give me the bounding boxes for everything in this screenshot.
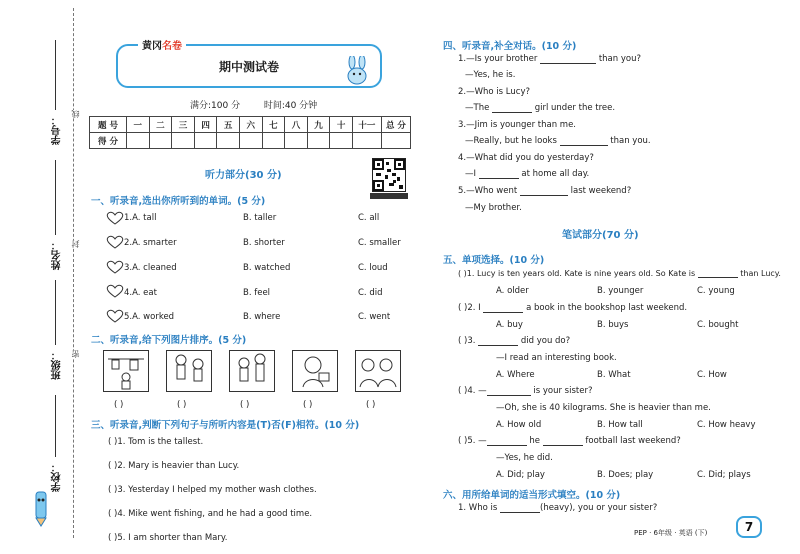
score-cell: 题 号 [90,117,127,133]
s5-q2-option-b: B. buys [597,320,629,330]
picture-laundry [103,350,149,392]
s5-q4: ( )4. — is your sister? [458,386,593,396]
score-cell: 一 [127,117,150,133]
s3-item-1: ( )1. Tom is the tallest. [108,437,204,447]
s5-q1-option-b: B. younger [597,286,644,296]
heart-icon [106,309,124,323]
picture-two-kids [166,350,212,392]
answer-blank[interactable] [492,112,532,113]
score-input-cell[interactable] [217,133,240,149]
s1-q3-option-b: B. watched [243,263,291,273]
s5-q3-option-b: B. What [597,370,631,380]
qr-caption-bar [370,193,408,199]
answer-blank[interactable] [560,145,608,146]
heart-icon [106,260,124,274]
score-cell: 四 [194,117,217,133]
s4-line-5: 3.—Jim is younger than me. [458,120,577,130]
s5-q4-option-b: B. How tall [597,420,643,430]
binding-mark-line: 线 [71,110,80,118]
s4-line-2: —Yes, he is. [465,70,516,80]
score-cell: 五 [217,117,240,133]
score-cell: 十 [330,117,353,133]
answer-blank[interactable] [487,395,531,396]
s4-line-10: —My brother. [465,203,522,213]
section-3-title: 三、听录音,判断下列句子与所听内容是(T)否(F)相符。(10 分) [91,420,360,431]
answer-blank[interactable] [543,445,583,446]
section-6-title: 六、用所给单词的适当形式填空。(10 分) [443,490,621,501]
s4-line-3: 2.—Who is Lucy? [458,87,530,97]
binding-mark-seal: 封 [71,240,80,248]
score-cell: 八 [285,117,308,133]
score-input-cell[interactable] [194,133,217,149]
binding-mark-dense: 密 [71,350,80,358]
s5-q5-option-b: B. Does; play [597,470,654,480]
score-input-cell[interactable] [381,133,410,149]
s1-q1-option-c: C. all [358,213,380,223]
qr-code[interactable] [372,158,406,192]
s1-q5-option-a: 5.A. worked [124,312,175,322]
picture-girl-and-boy [229,350,275,392]
binding-dashed-line [73,8,74,538]
answer-blank[interactable] [540,63,596,64]
class-blank [55,280,56,345]
score-input-cell[interactable] [239,133,262,149]
class-label: 班级： [52,350,63,380]
s4-line-4: —The girl under the tree. [465,103,616,113]
answer-blank[interactable] [520,195,568,196]
answer-blank[interactable] [479,178,519,179]
section-2-title: 二、听录音,给下列图片排序。(5 分) [91,335,247,346]
mascot-pencil-icon [30,488,52,528]
score-cell: 七 [262,117,285,133]
s5-q3-reply: —I read an interesting book. [496,353,617,363]
s4-line-9: 5.—Who went last weekend? [458,186,632,196]
answer-blank[interactable] [500,512,540,513]
s2-answer-4[interactable]: ( ) [303,400,313,410]
full-score: 满分:100 分 [190,101,241,111]
answer-blank[interactable] [478,345,518,346]
s5-q5: ( )5. — he football last weekend? [458,436,681,446]
s5-q3: ( )3. did you do? [458,336,571,346]
series-label: PEP · 6年级 · 英语 (下) [634,529,708,537]
s5-q2-option-a: A. buy [496,320,523,330]
s4-line-6: —Really, but he looks than you. [465,136,651,146]
s5-q1-option-a: A. older [496,286,529,296]
page-title: 期中测试卷 [218,60,279,74]
s3-item-5: ( )5. I am shorter than Mary. [108,533,228,543]
score-cell: 六 [239,117,262,133]
s5-q1-option-c: C. young [697,286,735,296]
score-row-label: 得 分 [90,133,127,149]
heart-icon [106,284,124,298]
s1-q5-option-c: C. went [358,312,391,322]
s3-item-2: ( )2. Mary is heavier than Lucy. [108,461,240,471]
picture-woman-reading [292,350,338,392]
s5-q5-option-c: C. Did; plays [697,470,751,480]
id-label: 学号： [52,115,63,145]
s1-q1-option-b: B. taller [243,213,277,223]
s4-line-7: 4.—What did you do yesterday? [458,153,594,163]
s6-q1: 1. Who is (heavy), you or your sister? [458,503,658,513]
section-1-title: 一、听录音,选出你所听到的单词。(5 分) [91,196,266,207]
s1-q3-option-c: C. loud [358,263,388,273]
s5-q3-option-c: C. How [697,370,727,380]
s3-item-4: ( )4. Mike went fishing, and he had a good time. [108,509,313,519]
s4-line-8: —I at home all day. [465,169,590,179]
s4-line-1: 1.—Is your brother than you? [458,54,641,64]
s2-answer-5[interactable]: ( ) [366,400,376,410]
s1-q4-option-c: C. did [358,288,383,298]
section-4-title: 四、听录音,补全对话。(10 分) [443,41,577,52]
rabbit-mascot-icon [340,56,374,86]
s1-q1-option-a: 1.A. tall [124,213,157,223]
s5-q2: ( )2. I a book in the bookshop last weekend. [458,303,688,313]
page-number: 7 [736,516,762,538]
heart-icon [106,211,124,225]
score-input-cell[interactable] [307,133,330,149]
listening-part-title: 听力部分(30 分) [205,170,282,181]
s2-answer-2[interactable]: ( ) [177,400,187,410]
s1-q2-option-a: 2.A. smarter [124,238,177,248]
exam-time: 时间:40 分钟 [263,101,318,111]
s5-q1: ( )1. Lucy is ten years old. Kate is nine years old. So Kate is than Lucy. [458,269,781,278]
score-table-score-row [90,133,411,149]
s5-q5-reply: —Yes, he did. [496,453,553,463]
score-input-cell[interactable] [352,133,381,149]
name-blank [55,160,56,235]
brand-logo: 黄冈名卷 [138,37,186,52]
score-input-cell[interactable] [149,133,172,149]
s3-item-3: ( )3. Yesterday I helped my mother wash clothes. [108,485,317,495]
s1-q3-option-a: 3.A. cleaned [124,263,177,273]
s1-q4-option-b: B. feel [243,288,271,298]
s5-q5-option-a: A. Did; play [496,470,545,480]
s5-q4-reply: —Oh, she is 40 kilograms. She is heavier than me. [496,403,711,413]
writing-part-title: 笔试部分(70 分) [562,230,639,241]
score-cell: 二 [149,117,172,133]
score-table [89,116,411,149]
score-input-cell[interactable] [172,133,195,149]
score-table-header-row [90,117,411,133]
s5-q3-option-a: A. Where [496,370,535,380]
answer-blank[interactable] [698,277,738,278]
s1-q5-option-b: B. where [243,312,281,322]
score-input-cell[interactable] [262,133,285,149]
score-input-cell[interactable] [127,133,150,149]
score-cell: 三 [172,117,195,133]
score-cell: 总 分 [381,117,410,133]
name-label: 姓名： [52,240,63,270]
s5-q2-option-c: C. bought [697,320,739,330]
score-input-cell[interactable] [330,133,353,149]
s1-q2-option-b: B. shorter [243,238,285,248]
score-cell: 九 [307,117,330,133]
score-input-cell[interactable] [285,133,308,149]
id-blank [55,40,56,110]
school-blank [55,395,56,457]
heart-icon [106,235,124,249]
s1-q4-option-a: 4.A. eat [124,288,157,298]
exam-info [190,98,317,111]
s2-answer-3[interactable]: ( ) [240,400,250,410]
section-5-title: 五、单项选择。(10 分) [443,255,545,266]
s5-q4-option-a: A. How old [496,420,542,430]
answer-blank[interactable] [483,312,523,313]
s1-q2-option-c: C. smaller [358,238,401,248]
score-cell: 十一 [352,117,381,133]
answer-blank[interactable] [487,445,527,446]
school-label: 学校： [52,462,63,492]
picture-family [355,350,401,392]
s2-answer-1[interactable]: ( ) [114,400,124,410]
s5-q4-option-c: C. How heavy [697,420,756,430]
